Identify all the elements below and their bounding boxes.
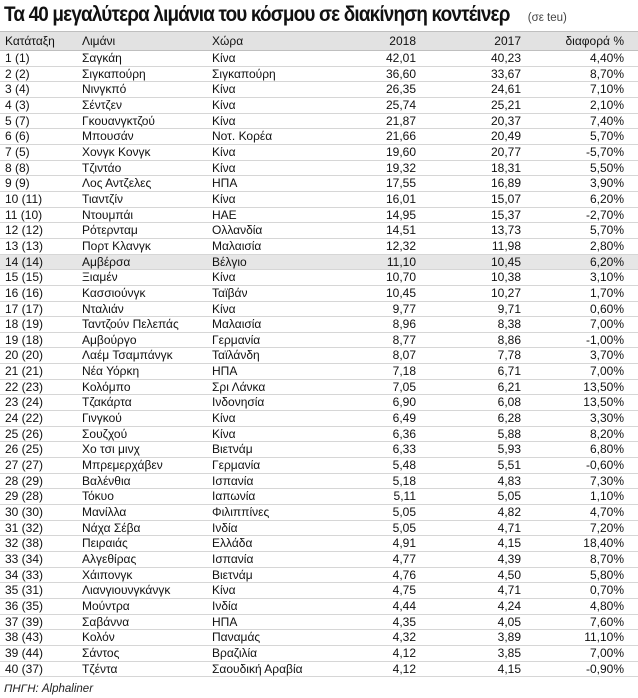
- cell-diff: -5,70%: [585, 144, 624, 159]
- cell-2018: 6,49: [392, 411, 416, 426]
- cell-port: Αλγεθίρας: [82, 552, 137, 566]
- cell-rank: 33 (34): [5, 552, 44, 566]
- cell-2018: 5,11: [393, 489, 416, 504]
- table-row: [0, 255, 638, 271]
- table-row: [0, 208, 638, 224]
- table-row: [0, 270, 638, 286]
- cell-country: ΗΠΑ: [212, 176, 238, 191]
- cell-2017: 10,38: [490, 270, 521, 285]
- cell-rank: 7 (5): [5, 144, 30, 159]
- cell-rank: 32 (38): [5, 536, 44, 551]
- cell-rank: 35 (31): [5, 583, 44, 598]
- cell-2017: 5,05: [497, 489, 521, 504]
- cell-rank: 4 (3): [5, 97, 30, 112]
- cell-country: Ινδία: [212, 520, 238, 535]
- cell-2018: 4,35: [392, 614, 416, 629]
- cell-country: Νοτ. Κορέα: [212, 129, 273, 144]
- cell-diff: 7,60%: [589, 614, 624, 629]
- cell-2017: 20,49: [490, 129, 521, 144]
- cell-2018: 4,77: [392, 552, 416, 566]
- header-port: Λιμάνι: [82, 34, 116, 48]
- cell-port: Πορτ Κλανγκ: [82, 238, 151, 253]
- table-header-row: [0, 31, 638, 51]
- cell-country: Βέλγιο: [212, 254, 247, 269]
- cell-port: Μπρεμερχάβεν: [82, 458, 163, 473]
- header-2017: 2017: [494, 34, 521, 48]
- cell-2017: 11,98: [491, 238, 521, 253]
- header-country: Χώρα: [212, 34, 244, 48]
- cell-country: Βραζιλία: [212, 645, 258, 660]
- cell-port: Γκουανγκτζού: [82, 113, 155, 128]
- cell-port: Σιγκαπούρη: [82, 66, 146, 81]
- cell-country: Κίνα: [212, 113, 236, 128]
- cell-port: Πειραιάς: [82, 536, 128, 551]
- cell-rank: 14 (14): [5, 254, 44, 269]
- cell-2018: 25,74: [385, 97, 416, 112]
- cell-country: Σιγκαπούρη: [212, 66, 276, 81]
- cell-2018: 14,51: [385, 223, 416, 238]
- cell-diff: 8,70%: [589, 66, 624, 81]
- cell-2018: 4,75: [392, 583, 416, 598]
- cell-country: Ολλανδία: [212, 223, 263, 238]
- cell-port: Χονγκ Κονγκ: [82, 144, 151, 159]
- cell-diff: -0,60%: [585, 458, 624, 473]
- cell-country: Μαλαισία: [212, 317, 262, 332]
- cell-rank: 20 (20): [5, 348, 44, 363]
- cell-rank: 39 (44): [5, 645, 44, 660]
- cell-2018: 8,07: [392, 348, 416, 363]
- cell-2018: 16,01: [385, 191, 416, 206]
- cell-diff: 6,80%: [589, 442, 624, 457]
- cell-rank: 5 (7): [5, 113, 30, 128]
- cell-2018: 36,60: [385, 66, 416, 81]
- cell-diff: 3,30%: [589, 411, 624, 426]
- table-row: [0, 161, 638, 177]
- cell-port: Λος Αντζελες: [82, 176, 152, 191]
- cell-2018: 21,87: [385, 113, 416, 128]
- cell-port: Σαγκάη: [82, 51, 122, 65]
- table-row: [0, 223, 638, 239]
- table-row: [0, 380, 638, 396]
- cell-country: Κίνα: [212, 97, 236, 112]
- cell-country: Κίνα: [212, 82, 236, 97]
- cell-2017: 18,31: [490, 160, 521, 175]
- ports-table: [0, 31, 638, 677]
- table-row: [0, 129, 638, 145]
- cell-2018: 10,45: [385, 285, 416, 300]
- cell-diff: 2,10%: [589, 97, 624, 112]
- cell-country: Κίνα: [212, 301, 236, 316]
- table-row: [0, 662, 638, 678]
- cell-country: Κίνα: [212, 426, 236, 441]
- cell-2018: 5,18: [392, 473, 416, 488]
- cell-port: Κολόν: [82, 630, 115, 645]
- cell-country: Φιλιππίνες: [212, 505, 270, 520]
- cell-rank: 2 (2): [5, 66, 30, 81]
- table-row: [0, 521, 638, 537]
- cell-2018: 12,32: [385, 238, 416, 253]
- cell-rank: 31 (32): [5, 520, 44, 535]
- table-row: [0, 615, 638, 631]
- cell-port: Σαβάννα: [82, 614, 130, 629]
- cell-diff: 11,10%: [584, 630, 624, 645]
- cell-2017: 20,37: [490, 113, 521, 128]
- table-row: [0, 599, 638, 615]
- cell-rank: 15 (15): [5, 270, 44, 285]
- cell-2018: 26,35: [385, 82, 416, 97]
- table-row: [0, 568, 638, 584]
- cell-rank: 13 (13): [5, 238, 44, 253]
- cell-rank: 24 (22): [5, 411, 44, 426]
- table-row: [0, 348, 638, 364]
- cell-country: Ελλάδα: [212, 536, 253, 551]
- cell-country: Ιαπωνία: [212, 489, 256, 504]
- table-row: [0, 489, 638, 505]
- cell-country: Ταϊλάνδη: [212, 348, 260, 363]
- header-2018: 2018: [389, 34, 416, 48]
- cell-2018: 7,05: [392, 379, 416, 394]
- cell-port: Γινγκού: [82, 411, 122, 426]
- cell-rank: 1 (1): [5, 51, 30, 65]
- cell-2017: 15,07: [490, 191, 521, 206]
- cell-diff: 18,40%: [583, 536, 624, 551]
- cell-country: ΗΠΑ: [212, 364, 238, 379]
- cell-port: Χο τσι μινχ: [82, 442, 140, 457]
- cell-diff: 6,20%: [589, 254, 624, 269]
- cell-2017: 25,21: [490, 97, 521, 112]
- cell-diff: 7,30%: [589, 473, 624, 488]
- cell-rank: 8 (8): [5, 160, 30, 175]
- cell-port: Κολόμπο: [82, 379, 131, 394]
- cell-port: Μπουσάν: [82, 129, 134, 144]
- cell-2017: 7,78: [497, 348, 521, 363]
- cell-diff: 5,80%: [589, 567, 624, 582]
- cell-port: Λιανγιουνγκάνγκ: [82, 583, 171, 598]
- cell-port: Νάχα Σέβα: [82, 520, 141, 535]
- cell-2018: 9,77: [392, 301, 416, 316]
- cell-2017: 40,23: [490, 51, 521, 65]
- source-note: ΠΗΓΗ: Alphaliner: [4, 683, 94, 695]
- cell-country: Βιετνάμ: [212, 442, 253, 457]
- cell-rank: 10 (11): [5, 191, 43, 206]
- cell-diff: 4,70%: [589, 505, 624, 520]
- cell-country: Ινδία: [212, 598, 238, 613]
- cell-2017: 4,50: [497, 567, 521, 582]
- table-row: [0, 552, 638, 568]
- cell-country: Βιετνάμ: [212, 567, 253, 582]
- cell-rank: 34 (33): [5, 567, 44, 582]
- cell-2017: 4,39: [497, 552, 521, 566]
- cell-2017: 20,77: [490, 144, 521, 159]
- cell-country: Ταϊβάν: [212, 285, 248, 300]
- cell-2017: 4,24: [497, 598, 521, 613]
- table-row: [0, 302, 638, 318]
- cell-port: Τιαντζίν: [82, 191, 124, 206]
- cell-country: Παναμάς: [212, 630, 261, 645]
- cell-2018: 17,55: [385, 176, 416, 191]
- cell-rank: 29 (28): [5, 489, 44, 504]
- cell-rank: 18 (19): [5, 317, 44, 332]
- cell-country: Γερμανία: [212, 332, 261, 347]
- table-row: [0, 145, 638, 161]
- cell-country: Κίνα: [212, 144, 236, 159]
- cell-2018: 8,77: [392, 332, 416, 347]
- cell-port: Ταντζούν Πελεπάς: [82, 317, 179, 332]
- table-row: [0, 364, 638, 380]
- cell-diff: -2,70%: [585, 207, 624, 222]
- cell-rank: 38 (43): [5, 630, 44, 645]
- cell-diff: 8,20%: [589, 426, 624, 441]
- cell-2018: 7,18: [392, 364, 416, 379]
- cell-port: Τζακάρτα: [82, 395, 132, 410]
- table-row: [0, 114, 638, 130]
- cell-rank: 40 (37): [5, 661, 44, 676]
- cell-2017: 5,88: [497, 426, 521, 441]
- cell-2018: 4,91: [392, 536, 416, 551]
- cell-2017: 3,89: [497, 630, 521, 645]
- cell-2017: 16,89: [490, 176, 521, 191]
- cell-port: Μανίλλα: [82, 505, 127, 520]
- cell-diff: 7,10%: [589, 82, 624, 97]
- cell-port: Νέα Υόρκη: [82, 364, 140, 379]
- table-row: [0, 536, 638, 552]
- cell-rank: 37 (39): [5, 614, 44, 629]
- cell-rank: 36 (35): [5, 598, 44, 613]
- cell-port: Νινγκπό: [82, 82, 127, 97]
- cell-2018: 5,05: [392, 505, 416, 520]
- cell-diff: -1,00%: [585, 332, 624, 347]
- cell-diff: 7,00%: [589, 364, 624, 379]
- cell-2017: 6,08: [497, 395, 521, 410]
- cell-port: Χάιπονγκ: [82, 567, 133, 582]
- cell-rank: 3 (4): [5, 82, 30, 97]
- cell-diff: 6,20%: [589, 191, 624, 206]
- table-row: [0, 239, 638, 255]
- cell-country: ΗΠΑ: [212, 614, 238, 629]
- cell-2017: 8,86: [497, 332, 521, 347]
- table-row: [0, 474, 638, 490]
- cell-port: Νταλιάν: [82, 301, 124, 316]
- table-row: [0, 583, 638, 599]
- cell-port: Σέντζεν: [82, 97, 122, 112]
- table-row: [0, 442, 638, 458]
- cell-2017: 4,05: [497, 614, 521, 629]
- table-row: [0, 192, 638, 208]
- cell-diff: 7,00%: [589, 317, 624, 332]
- cell-diff: 0,70%: [589, 583, 624, 598]
- cell-2018: 10,70: [385, 270, 416, 285]
- cell-rank: 27 (27): [5, 458, 44, 473]
- cell-2017: 4,15: [497, 661, 521, 676]
- cell-2017: 5,51: [497, 458, 521, 473]
- cell-diff: 7,40%: [589, 113, 624, 128]
- header-diff: διαφορά %: [565, 34, 624, 48]
- cell-port: Τζιντάο: [82, 160, 122, 175]
- cell-2017: 8,38: [497, 317, 521, 332]
- cell-rank: 23 (24): [5, 395, 44, 410]
- cell-diff: 0,60%: [589, 301, 624, 316]
- table-row: [0, 51, 638, 67]
- cell-rank: 9 (9): [5, 176, 30, 191]
- cell-country: Κίνα: [212, 411, 236, 426]
- cell-2018: 11,10: [386, 254, 416, 269]
- cell-rank: 22 (23): [5, 379, 44, 394]
- table-row: [0, 646, 638, 662]
- cell-country: Ινδονησία: [212, 395, 265, 410]
- cell-2017: 15,37: [490, 207, 521, 222]
- cell-country: Κίνα: [212, 191, 236, 206]
- cell-2018: 42,01: [385, 51, 416, 65]
- cell-2018: 4,12: [392, 645, 416, 660]
- cell-2017: 9,71: [497, 301, 521, 316]
- cell-port: Ρότερνταμ: [82, 223, 138, 238]
- cell-2017: 24,61: [490, 82, 521, 97]
- cell-2017: 6,28: [497, 411, 521, 426]
- cell-diff: 7,00%: [589, 645, 624, 660]
- cell-diff: 5,70%: [589, 129, 624, 144]
- cell-diff: 4,40%: [589, 51, 624, 65]
- table-row: [0, 82, 638, 98]
- cell-2017: 4,71: [497, 583, 521, 598]
- cell-2018: 4,32: [392, 630, 416, 645]
- cell-port: Τόκυο: [82, 489, 114, 504]
- table-row: [0, 427, 638, 443]
- cell-rank: 17 (17): [5, 301, 44, 316]
- cell-diff: 3,90%: [589, 176, 624, 191]
- cell-2018: 8,96: [392, 317, 416, 332]
- cell-rank: 26 (25): [5, 442, 44, 457]
- table-row: [0, 458, 638, 474]
- cell-diff: 3,70%: [589, 348, 624, 363]
- cell-port: Μούντρα: [82, 598, 130, 613]
- cell-port: Ξιαμέν: [82, 270, 118, 285]
- cell-country: Ισπανία: [212, 552, 254, 566]
- cell-diff: 7,20%: [589, 520, 624, 535]
- cell-country: Κίνα: [212, 583, 236, 598]
- table-row: [0, 67, 638, 83]
- cell-port: Τζέντα: [82, 661, 118, 676]
- cell-port: Αμβούργο: [82, 332, 137, 347]
- table-row: [0, 395, 638, 411]
- cell-2017: 33,67: [490, 66, 521, 81]
- cell-diff: 2,80%: [589, 238, 624, 253]
- cell-diff: 13,50%: [583, 395, 624, 410]
- cell-2018: 4,44: [392, 598, 416, 613]
- cell-rank: 21 (21): [5, 364, 44, 379]
- table-row: [0, 411, 638, 427]
- cell-2018: 6,36: [392, 426, 416, 441]
- header-rank: Κατάταξη: [5, 34, 55, 48]
- cell-country: Κίνα: [212, 270, 236, 285]
- cell-diff: 1,70%: [589, 285, 624, 300]
- cell-2018: 21,66: [385, 129, 416, 144]
- cell-rank: 6 (6): [5, 129, 30, 144]
- cell-port: Ντουμπάι: [82, 207, 134, 222]
- cell-2018: 19,60: [385, 144, 416, 159]
- cell-rank: 30 (30): [5, 505, 44, 520]
- cell-2018: 6,33: [392, 442, 416, 457]
- cell-port: Βαλένθια: [82, 473, 131, 488]
- cell-country: Ισπανία: [212, 473, 254, 488]
- cell-port: Κασσιούνγκ: [82, 285, 146, 300]
- cell-country: Γερμανία: [212, 458, 261, 473]
- cell-rank: 25 (26): [5, 426, 44, 441]
- cell-2017: 3,85: [497, 645, 521, 660]
- cell-port: Σουζχού: [82, 426, 128, 441]
- table-row: [0, 317, 638, 333]
- cell-country: ΗΑΕ: [212, 207, 237, 222]
- table-row: [0, 176, 638, 192]
- unit-label: (σε teu): [527, 12, 567, 24]
- cell-country: Μαλαισία: [212, 238, 262, 253]
- table-row: [0, 333, 638, 349]
- cell-rank: 28 (29): [5, 473, 44, 488]
- cell-2017: 4,83: [497, 473, 521, 488]
- cell-2018: 4,12: [392, 661, 416, 676]
- cell-2018: 6,90: [392, 395, 416, 410]
- cell-2017: 10,45: [490, 254, 521, 269]
- cell-diff: 1,10%: [589, 489, 624, 504]
- cell-diff: 5,70%: [589, 223, 624, 238]
- cell-port: Σάντος: [82, 645, 120, 660]
- cell-2017: 4,71: [497, 520, 521, 535]
- cell-port: Αμβέρσα: [82, 254, 131, 269]
- cell-2017: 5,93: [497, 442, 521, 457]
- cell-diff: 5,50%: [589, 160, 624, 175]
- cell-2018: 5,48: [392, 458, 416, 473]
- table-row: [0, 98, 638, 114]
- cell-country: Σαουδική Αραβία: [212, 661, 303, 676]
- cell-diff: 3,10%: [589, 270, 624, 285]
- cell-2017: 6,71: [497, 364, 521, 379]
- cell-diff: -0,90%: [585, 661, 624, 676]
- cell-rank: 12 (12): [5, 223, 44, 238]
- cell-rank: 16 (16): [5, 285, 44, 300]
- cell-2018: 14,95: [385, 207, 416, 222]
- cell-diff: 4,80%: [589, 598, 624, 613]
- cell-2017: 4,15: [497, 536, 521, 551]
- cell-diff: 13,50%: [583, 379, 624, 394]
- page-title: Τα 40 μεγαλύτερα λιμάνια του κόσμου σε διακίνηση κοντέινερ: [4, 3, 510, 26]
- cell-2017: 13,73: [490, 223, 521, 238]
- cell-2017: 10,27: [490, 285, 521, 300]
- table-row: [0, 630, 638, 646]
- cell-2017: 6,21: [497, 379, 521, 394]
- cell-2018: 19,32: [385, 160, 416, 175]
- table-row: [0, 505, 638, 521]
- cell-2018: 5,05: [392, 520, 416, 535]
- cell-port: Λαέμ Τσαμπάνγκ: [82, 348, 173, 363]
- cell-country: Κίνα: [212, 51, 236, 65]
- title-row: [4, 3, 567, 29]
- cell-diff: 8,70%: [589, 552, 624, 566]
- cell-2017: 4,82: [497, 505, 521, 520]
- cell-country: Σρι Λάνκα: [212, 379, 266, 394]
- cell-rank: 11 (10): [5, 207, 43, 222]
- cell-rank: 19 (18): [5, 332, 44, 347]
- cell-country: Κίνα: [212, 160, 236, 175]
- table-row: [0, 286, 638, 302]
- cell-2018: 4,76: [392, 567, 416, 582]
